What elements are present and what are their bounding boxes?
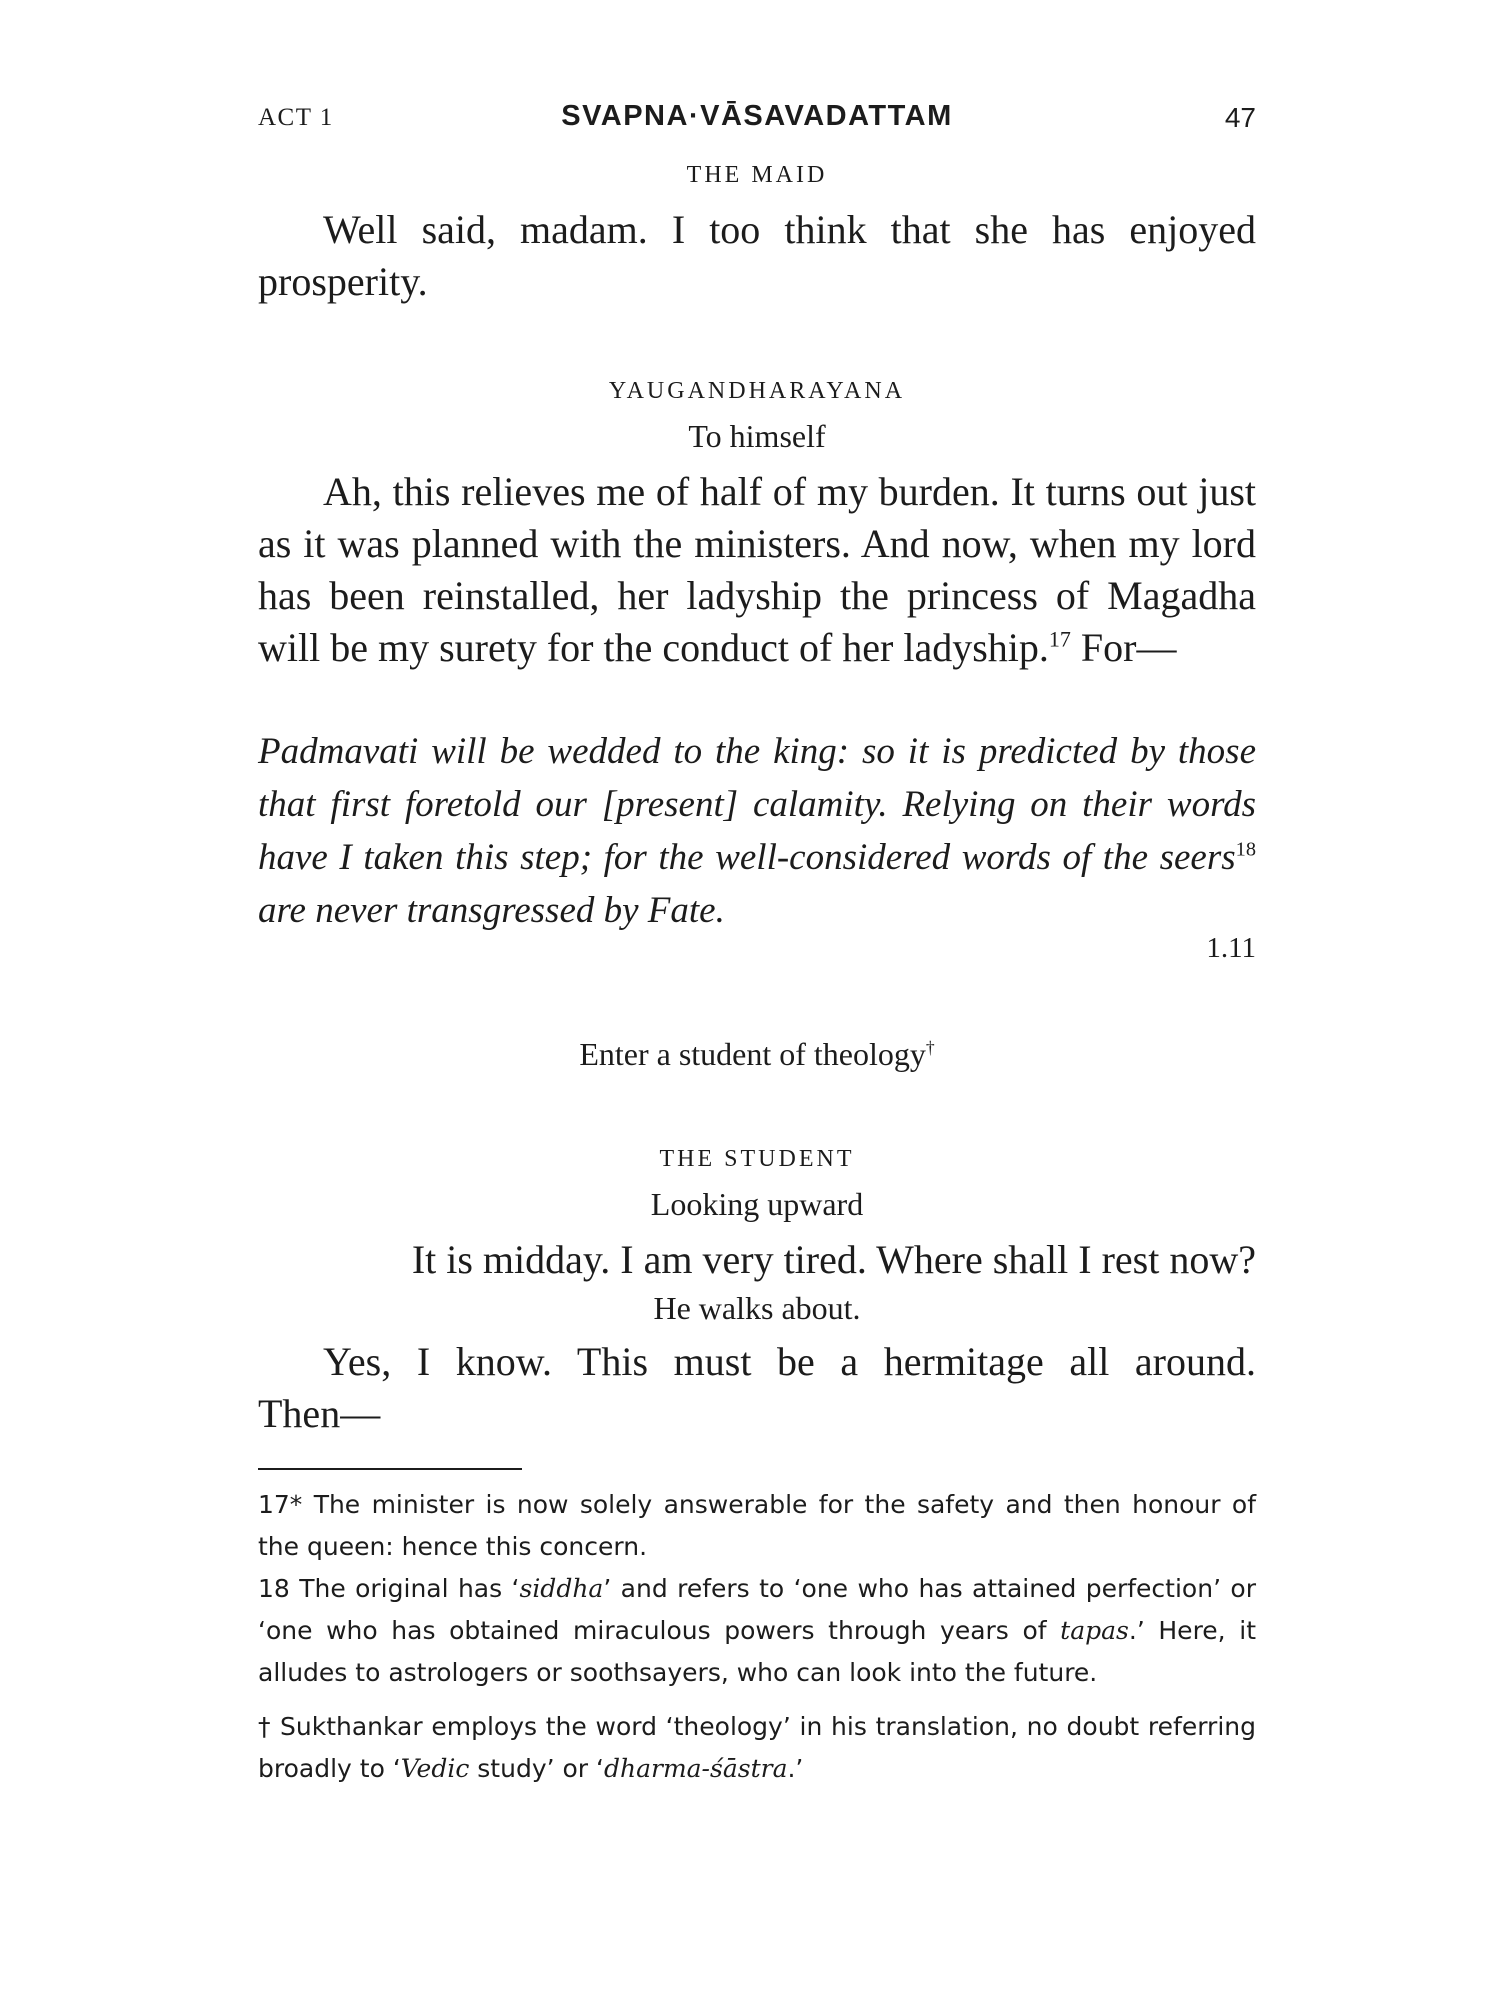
stage-direction-entrance [258, 1036, 1256, 1073]
footnote-rule [258, 1468, 522, 1470]
yaugandharayana-speech [258, 466, 1256, 674]
running-header [258, 100, 1256, 140]
stage-direction-looking-upward: Looking upward [650, 1186, 864, 1222]
footnote-dagger: † Sukthankar employs the word ‘theology’ in his translation, no doubt referring broadly to ‘Vedic study’ or ‘dharma-śāstra.’ [258, 1712, 1256, 1783]
header-act: ACT 1 [258, 104, 334, 131]
header-title: SVAPNA·VĀSAVADATTAM [561, 100, 953, 132]
stage-direction-to-himself: To himself [688, 418, 826, 454]
verse-text: Padmavati will be wedded to the king: so it is predicted by those that first foretold our [present] calamity. Relying on their words have I taken this step; for the well-considered words of the seers [258, 731, 1256, 878]
footnote-ref-dagger[interactable]: † [925, 1037, 935, 1058]
speaker-student: THE STUDENT [659, 1146, 855, 1172]
student-line-2: Yes, I know. This must be a hermitage all around. [323, 1339, 1256, 1384]
footnote-ref-17[interactable]: 17 [1048, 626, 1071, 652]
maid-speech [258, 204, 1256, 308]
speech-for: For— [1080, 625, 1177, 670]
speech-text: Ah, this relieves me of half of my burden. It turns out just as it was planned with the ministers. And now, when my lord has been reinstalled, her ladyship the princess of Magadha will be my surety for the conduct of her ladyship. [258, 469, 1256, 670]
verse-text-end: are never transgressed by Fate. [258, 890, 725, 931]
footnotes [258, 1484, 1256, 1790]
speaker-yaugandharayana: YAUGANDHARAYANA [608, 378, 906, 404]
footnote-ref-18[interactable]: 18 [1235, 838, 1256, 861]
verse-1-11 [258, 725, 1256, 937]
student-line-1: It is midday. I am very tired. Where shall I rest now? [411, 1237, 1256, 1282]
student-line-3: Then— [258, 1391, 381, 1436]
entrance-text: Enter a student of theology [579, 1036, 926, 1072]
book-page [258, 0, 1256, 2000]
maid-line-2: prosperity. [258, 259, 428, 304]
student-speech-2 [258, 1336, 1256, 1440]
maid-line-1: Well said, madam. I too think that she has enjoyed [323, 207, 1256, 252]
footnote-18: 18 The original has ‘siddha’ and refers to ‘one who has attained perfection’ or ‘one who has obtained miraculous powers through years of tapas.’ Here, it alludes to astrologers or soothsayers, who can look into the future. [258, 1574, 1256, 1687]
speaker-maid: THE MAID [686, 162, 828, 188]
footnote-17: 17* The minister is now solely answerable for the safety and then honour of the queen: hence this concern. [258, 1490, 1256, 1561]
verse-number: 1.11 [1206, 932, 1256, 964]
stage-direction-walks-about: He walks about. [653, 1290, 861, 1326]
page-number: 47 [1224, 102, 1256, 133]
